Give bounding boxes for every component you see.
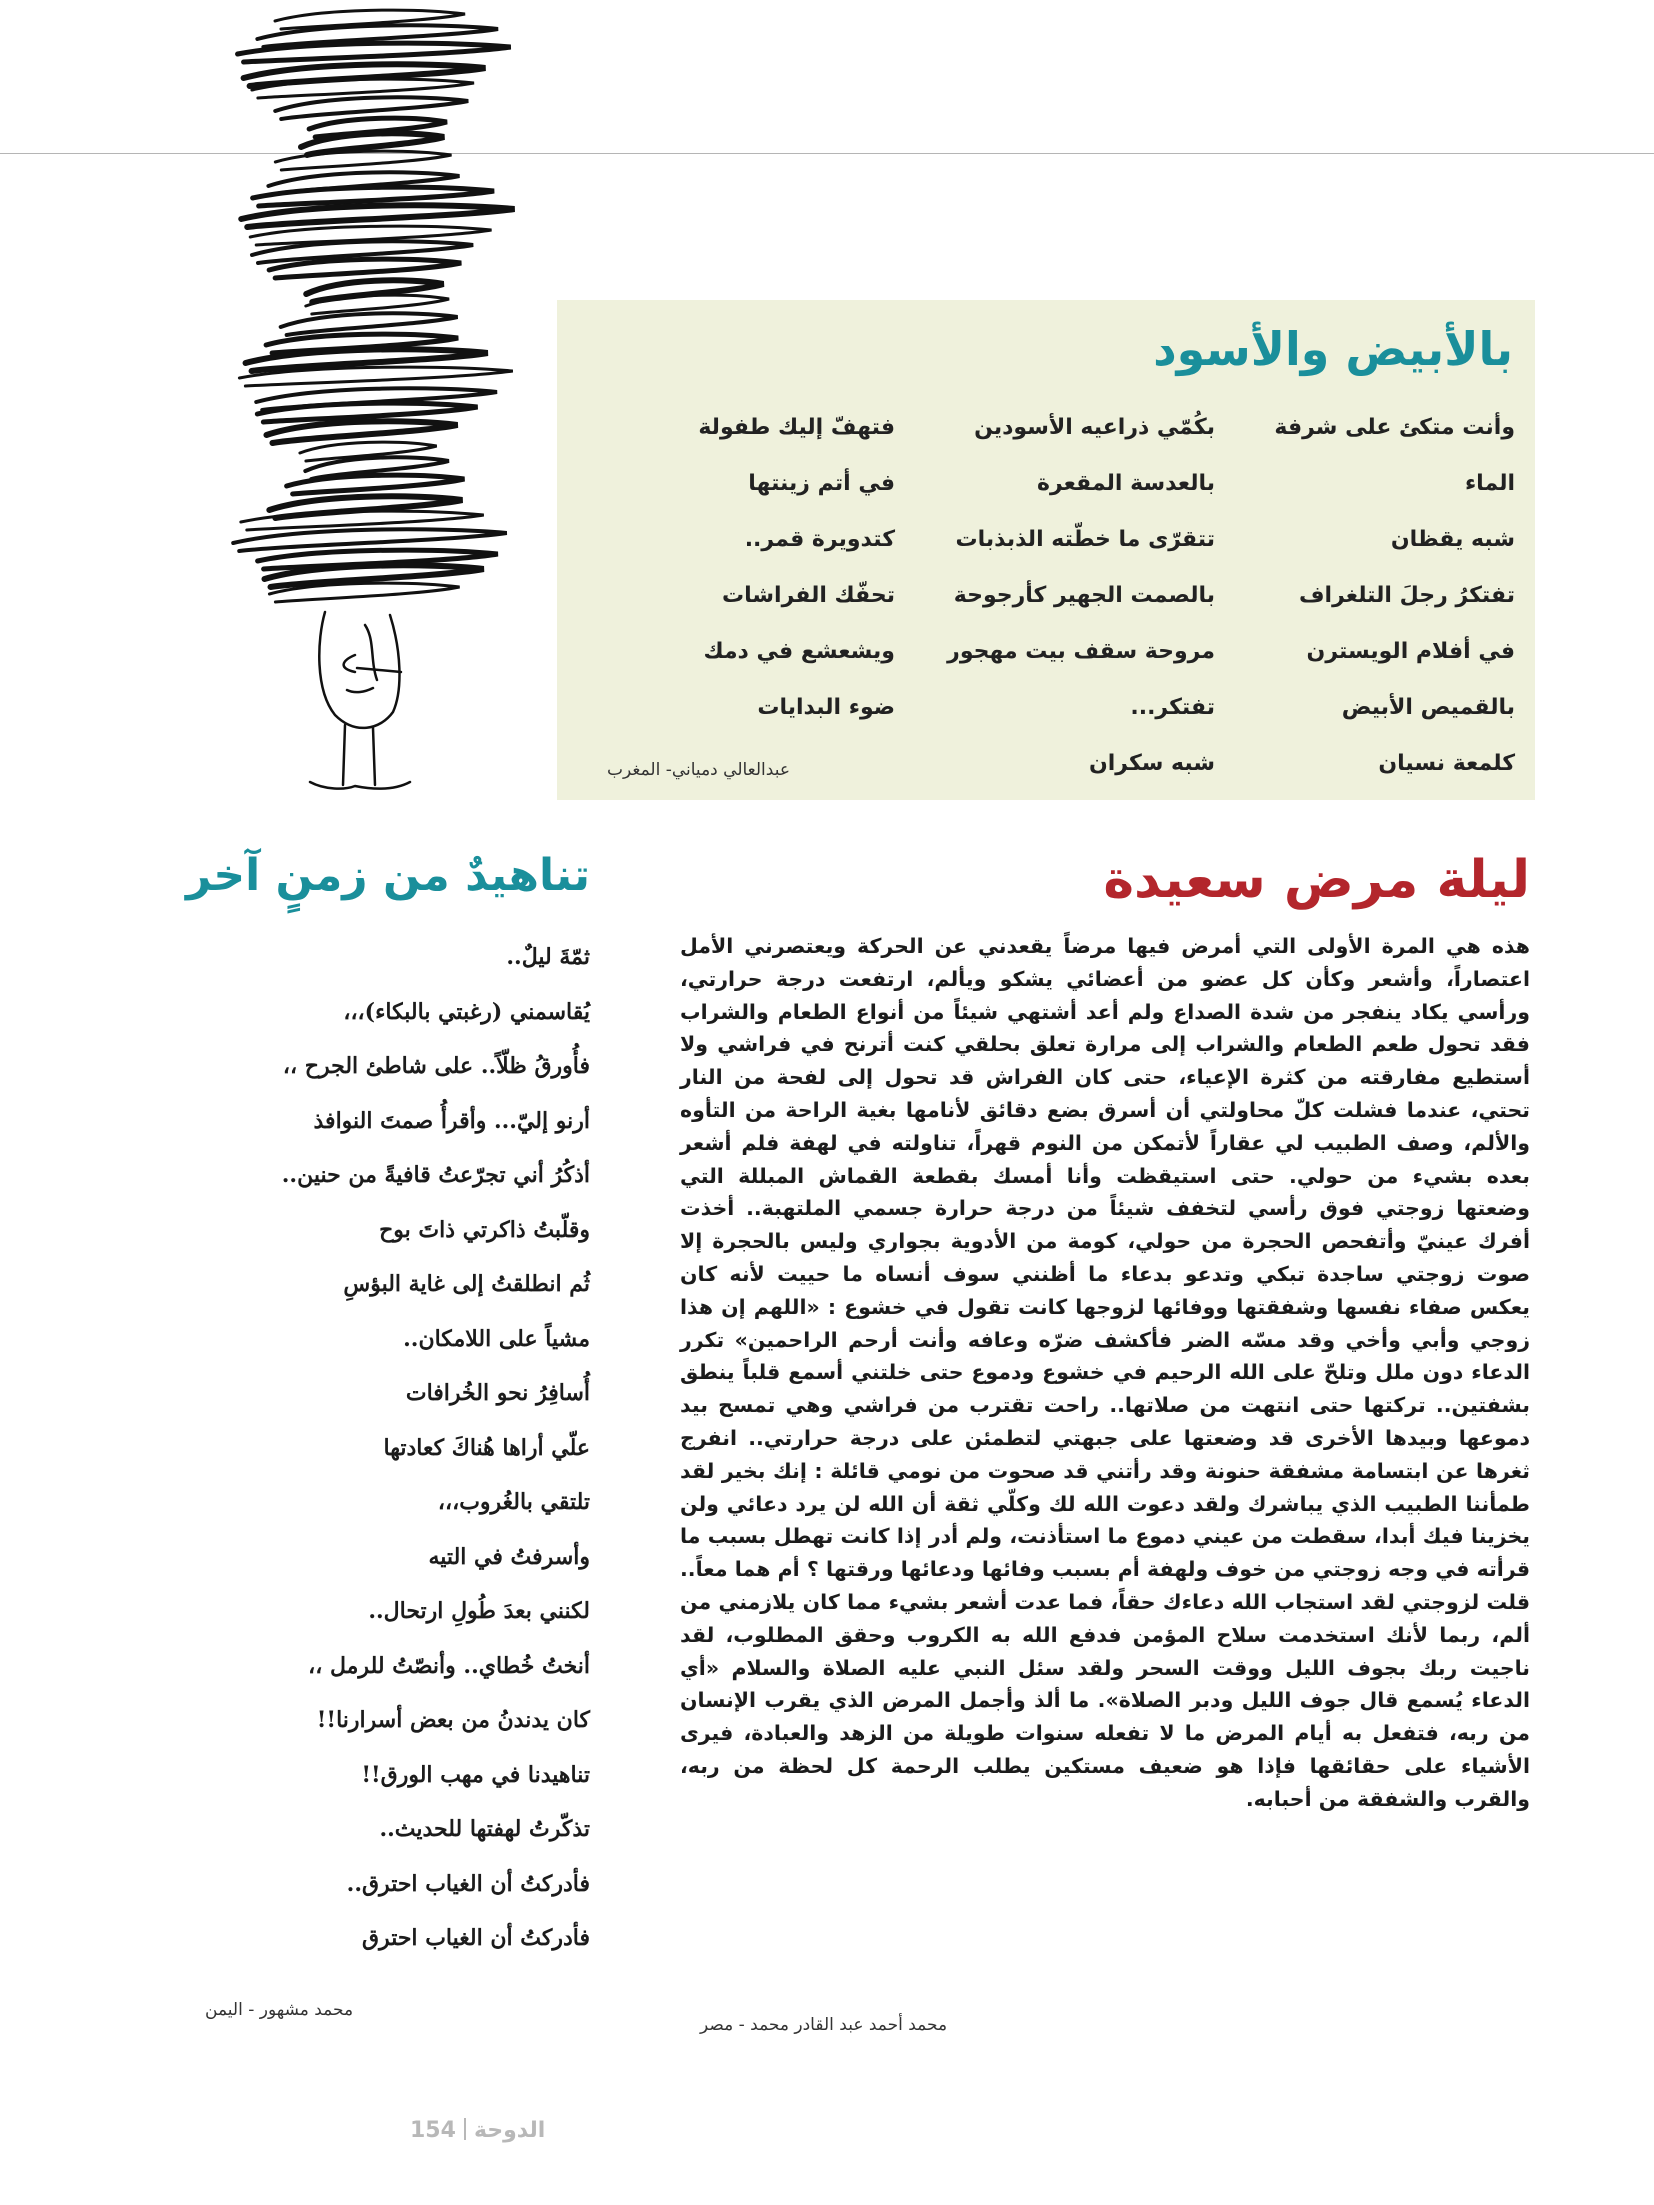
poem-line: كلمعة نسيان [1378,751,1515,776]
poem-author: عبدالعالي دمياني- المغرب [607,760,790,780]
side-poem-line: علّي أراها هُناكَ كعادتها [383,1434,590,1461]
side-poem-line: تناهيدنا في مهب الورق!! [361,1761,590,1788]
poem-line: تحفّك الفراشات [722,583,895,608]
side-poem-line: فأدركتُ أن الغياب احترق [361,1925,590,1951]
side-poem-line: أنختُ خُطاي.. وأنصّتُ للرمل ،، [308,1652,590,1679]
side-poem-line: تلتقي بالغُروب،،، [437,1489,590,1515]
side-poem-line: أذكُرُ أني تجرّعتُ قافيةً من حنين.. [281,1162,590,1188]
poem-line: تتقرّى ما خطّته الذبذبات [955,527,1215,552]
side-poem-title: تناهيدٌ من زمنٍ آخر [185,850,590,901]
side-poem-lines [282,930,590,1966]
scribble-stroke [287,475,465,494]
poem-line: بالقميص الأبيض [1341,695,1515,720]
side-poem-line: ثُم انطلقتُ إلى غاية البؤسِ [343,1271,590,1297]
side-poem-line: مشياً على اللامكان.. [403,1325,590,1352]
poem-column-2 [947,400,1215,792]
article-title: ليلة مرض سعيدة [1103,850,1530,910]
poem-column-3 [698,400,895,736]
poem-line: تفتكر... [1130,695,1215,720]
scribble-stroke [241,205,514,227]
poem-line: الماء [1464,471,1515,496]
scribble-stroke [306,280,443,302]
side-poem-line: يُقاسمني (رغبتي بالبكاء)،،، [343,998,590,1025]
side-poem-line: فأُورقُ ظلّاً.. على شاطئ الجرح ،، [282,1053,590,1079]
sketch-illustration [205,0,535,830]
poem-box [557,300,1535,800]
side-poem-line: ثمّةَ ليلٌ.. [506,944,590,970]
article-author: محمد أحمد عبد القادر محمد - مصر [700,2015,948,2035]
poem-title: بالأبيض والأسود [1153,322,1513,376]
article-body: هذه هي المرة الأولى التي أمرض فيها مرضاً يقعدني عن الحركة ويعتصرني الأمل اعتصاراً، وأشعر وكأن كل عضو من أعضائي يشكو ويألم، ارتفعت درجة حرارتي، ورأسي يكاد ينفجر من شدة الصداع ولم أعد أشتهي شيئاً من أنواع الطعام والشراب فقد تحول طعم الطعام والشراب إلى مرارة تعلق بحلقي كنت أترنح في فراشي ولا أستطيع مفارقته من كثرة الإعياء، حتى كان الفراش قد تحول إلى لفحة من النار تحتي، عندما فشلت كلّ محاولتي أن أسرق بضع دقائق لأنامها بغية الراحة من التأوه والألم، وصف الطبيب لي عقاراً لأتمكن من النوم قهراً، تناولته في لهفة فلم أشعر بعده بشيء من حولي. حتى استيقظت وأنا أمسك بقطعة القماش المبللة التي وضعتها زوجتي فوق رأسي لتخفف شيئاً من درجة حرارة جسمي الملتهبة.. أخذت أفرك عينيّ وأتفحص الحجرة من حولي، كومة من الأدوية بجواري وليس بالحجرة إلا صوت زوجتي ساجدة تبكي وتدعو بدعاء ما أظنني سوف أنساه ما حييت لأنه كان يعكس صفاء نفسها وشفقتها ووفائها لزوجها كانت تقول في خشوع : «اللهم إن هذا زوجي وأبي وأخي وقد مسّه الضر فأكشف ضرّه وعافه وأنت أرحم الراحمين» تكرر الدعاء دون ملل وتلحّ على الله الرحيم في خشوع ودموع حتى خلتني أسمع قلباً ينطق بشفتين.. تركتها حتى انتهت من صلاتها.. راحت تقترب من فراشي وهي تمسح بيد دموعها وبيدها الأخرى قد وضعتها على جبهتي لتطمئن على درجة حرارتي.. انفرج ثغرها عن ابتسامة مشفقة حنونة وقد رأتني قد صحوت من نومي قائلة : إنك بخير لقد طمأننا الطبيب الذي يباشرك ولقد دعوت الله لك وكلّي ثقة أن الله لن يرد دعائي ولن يخزينا فيك أبدا، سقطت من عيني دموع ما استأذنت، ولم أدر إذا كانت تهطل بسبب ما قرأته في وجه زوجتي من خوف ولهفة أم بسبب وفائها ودعائها ورقتها ؟ أم هما معاً.. قلت لزوجتي لقد استجاب الله دعاءك حقاً، فما عدت أشعر بشيء مما كان يلازمني من ألم، ربما لأنك استخدمت سلاح المؤمن فدفع الله به الكروب وحقق المطلوب، لقد ناجيت ربك بجوف الليل ووقت السحر ولقد سئل النبي عليه الصلاة والسلام «أي الدعاء يُسمع قال جوف الليل ودبر الصلاة». ما ألذ وأجمل المرض الذي يقرب الإنسان من ربه، فتفعل به أيام المرض ما لا تفعله سنوات طويلة من الزهد والعبادة، فيرى الأشياء على حقائقها فإذا هو ضعيف مستكين يطلب الرحمة كل لحظة من ربه، والقرب والشفقة من أحبابه. [680,934,1530,1811]
side-poem-line: وقلّبتُ ذاكرتي ذاتَ بوح [379,1216,590,1243]
scribble-stroke [269,259,461,278]
side-poem-line: أرنو إليّ... وأقرأُ صمتَ النوافذ [313,1107,590,1134]
poem-line: تفتكرُ رجلَ التلغراف [1299,583,1515,608]
poem-line: فتهفّ إليك طفولة [698,415,895,440]
poem-line: بالعدسة المقعرة [1036,471,1215,496]
footer-divider [464,2118,466,2140]
poem-line: مروحة سقف بيت مهجور [947,639,1215,664]
side-poem-line: كان يدندنُ من بعض أسرارنا!! [316,1707,590,1733]
poem-line: بالصمت الجهير كأرجوحة [953,583,1215,608]
side-poem-line: فأدركتُ أن الغياب احترق.. [346,1870,590,1897]
side-poem-line: وأسرفتُ في التيه [428,1543,590,1570]
scribble-stroke [266,421,457,443]
side-poem-line: تذكّرتُ لهفتها للحديث.. [379,1816,590,1842]
poem-line: بكُمّي ذراعيه الأسودين [974,415,1215,440]
magazine-logo: الدوحة [473,2118,546,2143]
page-number: 154 [410,2118,456,2143]
scribble-stroke [244,64,486,86]
scribble-stroke [275,97,468,119]
scribble-stroke [233,529,507,551]
poem-line: وأنت متكئ على شرفة [1274,415,1515,440]
poem-line: شبه يقظان [1390,527,1515,552]
side-poem-line: لكنني بعدَ طُولِ ارتحال.. [368,1598,590,1624]
poem-line: كتدويرة قمر.. [744,527,895,552]
poem-line: ضوء البدايات [757,695,895,720]
side-poem-author: محمد مشهور - اليمن [205,2000,354,2020]
poem-line: ويشعشع في دمك [703,639,895,664]
page-footer [410,2118,545,2143]
poem-line: شبه سكران [1088,751,1215,776]
scribble-stroke [275,151,451,170]
poem-line: في أفلام الويسترن [1306,639,1515,664]
scribble-stroke [238,43,511,62]
poem-line: في أتم زينتها [748,471,895,496]
side-poem-line: أُسافِرُ نحو الخُرافات [405,1380,590,1406]
poem-column-1 [1274,400,1515,792]
